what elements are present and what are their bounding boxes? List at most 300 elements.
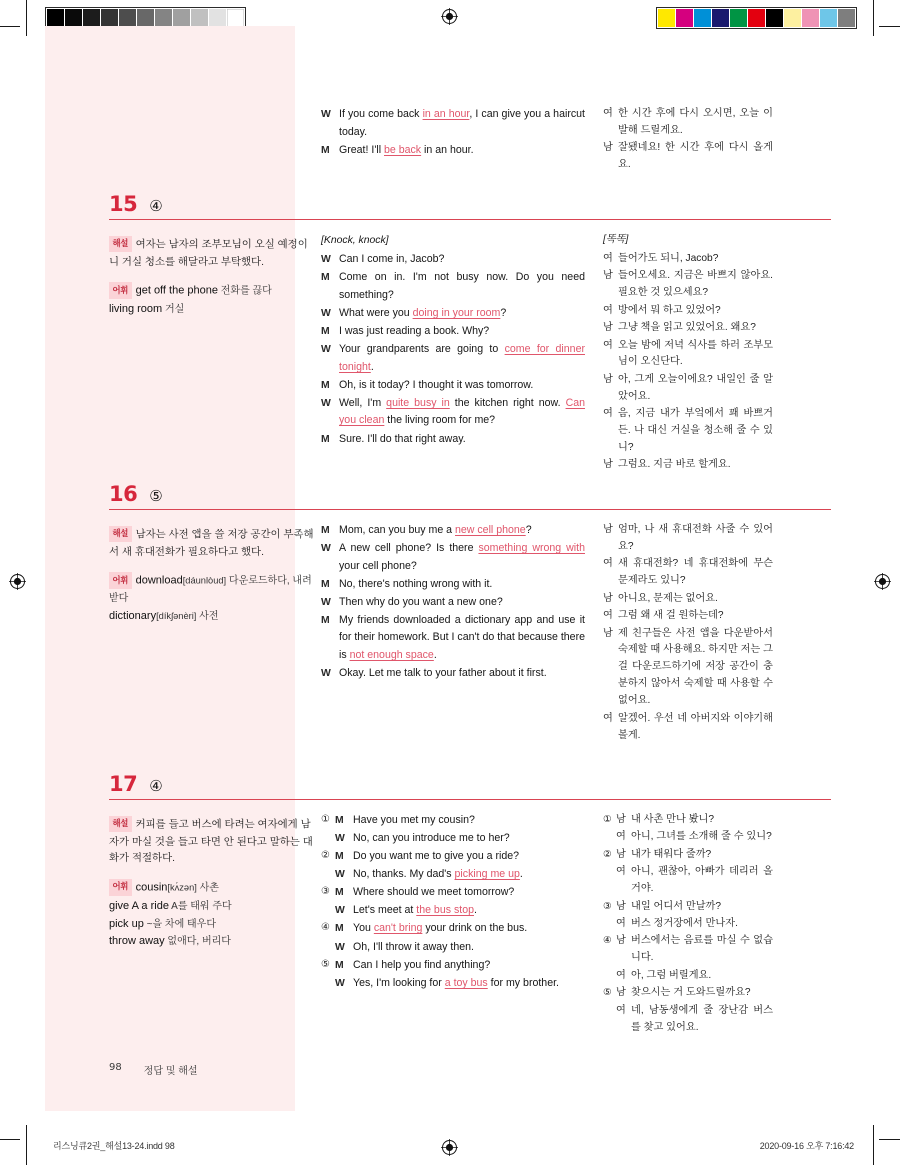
dialog-line-english: [321, 522, 585, 540]
crop-mark-top-left-h: [0, 26, 20, 27]
dialog-line-korean: [603, 711, 773, 745]
stage-direction-english: [Knock, knock]: [321, 235, 389, 246]
option-number: ②: [603, 848, 612, 860]
gray-swatch-8: [191, 9, 208, 27]
dialog-text: [339, 594, 585, 612]
print-timestamp: 2020-09-16 오후 7:16:42: [759, 1141, 854, 1151]
option-number: [321, 830, 335, 848]
color-swatch-6: [766, 9, 783, 27]
dialog-text: [339, 341, 585, 376]
dialog-line-korean: [603, 968, 773, 985]
vocabulary-meaning: 사전: [196, 610, 219, 622]
crop-mark-bottom-right-h: [879, 1139, 900, 1140]
dialog-text: [339, 612, 585, 665]
speaker-label: W: [321, 668, 331, 680]
dialog-text: [339, 522, 585, 540]
translation-text: 찾으시는 거 도와드릴까요?: [631, 987, 751, 999]
option-number: [321, 975, 335, 993]
option-number: ④: [603, 935, 612, 947]
crop-mark-top-right-h: [879, 26, 900, 27]
highlighted-phrase: doing in your room: [412, 307, 501, 319]
vocabulary-block: [109, 282, 314, 318]
gray-swatch-6: [155, 9, 172, 27]
translation-text: 새 휴대전화? 네 휴대전화에 무슨 문제라도 있니?: [618, 558, 773, 587]
speaker-label-korean: 남: [603, 592, 613, 604]
speaker-label-korean: 남: [616, 900, 626, 912]
translation-text: 알겠어. 우선 네 아버지와 이야기해 볼게.: [618, 712, 773, 741]
option-number: ④: [321, 922, 330, 934]
vocabulary-entry: [109, 898, 314, 916]
speaker-label: W: [321, 344, 331, 356]
vocabulary-entry: [109, 608, 314, 626]
dialog-line-korean: [603, 457, 773, 474]
speaker-label: W: [321, 109, 331, 120]
option-number: [603, 1003, 616, 1037]
gray-swatch-1: [65, 9, 82, 27]
registration-mark-right: [874, 573, 891, 590]
explanation-tag: 해설: [109, 236, 132, 252]
crop-mark-top-left-v: [26, 0, 27, 36]
phonetic-transcription: [kʌ́zən]: [167, 882, 197, 893]
color-swatch-5: [748, 9, 765, 27]
color-swatch-9: [820, 9, 837, 27]
speaker-label-korean: 남: [616, 814, 626, 825]
dialog-text-run: Oh, I'll throw it away then.: [353, 940, 474, 953]
carryover-dialog-english: [321, 106, 585, 160]
speaker-label: W: [321, 308, 331, 319]
highlighted-phrase: can't bring: [373, 922, 423, 935]
highlighted-phrase: be back: [384, 143, 422, 156]
script-column-korean: [603, 522, 773, 745]
dialog-text: [339, 395, 585, 430]
vocabulary-entry: [109, 572, 314, 607]
translation-text: 잘됐네요! 한 시간 후에 다시 올게요.: [618, 142, 773, 171]
option-number: ③: [321, 886, 330, 898]
vocabulary-entry: [109, 916, 314, 934]
dialog-text-run: Great! I'll: [339, 143, 384, 156]
speaker-label-korean: 여: [603, 408, 613, 420]
dialog-line-korean: [603, 140, 773, 174]
vocabulary-term: download: [135, 575, 183, 588]
gray-swatch-7: [173, 9, 190, 27]
color-swatch-3: [712, 9, 729, 27]
speaker-label-korean: 여: [616, 969, 626, 981]
gray-swatch-10: [227, 9, 244, 27]
highlighted-phrase: something wrong with: [478, 542, 585, 555]
option-number: [603, 968, 616, 985]
speaker-label: M: [321, 272, 330, 284]
question-number: 17: [109, 772, 138, 796]
dialog-line-korean: [603, 847, 773, 864]
dialog-line-korean: [603, 1003, 773, 1037]
translation-text: 그냥 책을 읽고 있었어요. 왜요?: [618, 322, 756, 334]
vocabulary-term: give A a ride: [109, 899, 169, 912]
highlighted-phrase: quite busy in: [386, 396, 450, 409]
dialog-text-run: .: [473, 904, 477, 917]
translation-text: 버스 정거장에서 만나자.: [631, 918, 738, 930]
translation-text: 아니, 그녀를 소개해 줄 수 있니?: [631, 831, 772, 843]
translation-text: 그럼요. 지금 바로 할게요.: [618, 459, 731, 471]
dialog-line-english: [321, 540, 585, 575]
dialog-text-run: the living room for me?: [384, 414, 496, 427]
dialog-text-run: Oh, is it today? I thought it was tomorrow.: [339, 378, 534, 391]
dialog-text: [339, 665, 585, 683]
dialog-text-run: your cell phone?: [339, 559, 417, 572]
dialog-line-korean: [603, 406, 773, 457]
speaker-label-korean: 남: [603, 627, 613, 639]
explanation-block: [109, 236, 314, 271]
speaker-label-korean: 여: [603, 558, 613, 570]
dialog-text-run: for my brother.: [487, 976, 559, 989]
dialog-text-run: Well, I'm: [339, 396, 387, 409]
option-number: ⑤: [603, 987, 612, 999]
dialog-text-run: ?: [500, 307, 507, 319]
highlighted-phrase: a toy bus: [444, 976, 488, 989]
speaker-label: W: [335, 977, 345, 989]
vocabulary-meaning: 전화를 끊다: [217, 286, 272, 298]
dialog-line-english: [321, 377, 585, 395]
dialog-line-korean: [603, 829, 773, 846]
vocabulary-term: dictionary: [109, 609, 157, 622]
dialog-line-english: [321, 269, 585, 304]
option-number: [603, 829, 616, 846]
gray-swatch-2: [83, 9, 100, 27]
option-number: ①: [321, 814, 330, 825]
dialog-text: [353, 812, 585, 830]
carryover-dialog-korean: [603, 106, 773, 175]
vocabulary-term: living room: [109, 302, 163, 315]
explanation-text: 여자는 남자의 조부모님이 오실 예정이니 거실 청소를 해달라고 부탁했다.: [109, 239, 308, 268]
translation-text: 방에서 뭐 하고 있었어?: [618, 304, 721, 316]
correct-answer-badge: ④: [149, 197, 163, 215]
speaker-label: M: [335, 851, 344, 863]
dialog-text-run: Let's meet at: [353, 904, 417, 917]
explanation-text: 남자는 사전 앱을 쓸 저장 공간이 부족해서 새 휴대전화가 필요하다고 했다.: [109, 529, 314, 558]
option-number: [321, 866, 335, 884]
annotation-column: [109, 236, 314, 330]
dialog-text-run: No, can you introduce me to her?: [353, 832, 510, 845]
vocabulary-tag: 어휘: [109, 879, 132, 895]
dialog-text: [339, 540, 585, 575]
gray-swatch-4: [119, 9, 136, 27]
speaker-label: W: [321, 254, 331, 266]
speaker-label: M: [321, 614, 330, 626]
dialog-text: [339, 142, 585, 160]
speaker-label-korean: 남: [603, 322, 613, 334]
dialog-line-english: [321, 848, 585, 866]
dialog-text-run: Come on in. I'm not busy now. Do you need something?: [339, 271, 585, 301]
option-number: ①: [603, 814, 612, 825]
dialog-text-run: No, thanks. My dad's: [353, 868, 455, 881]
dialog-text: [339, 431, 585, 449]
speaker-label: M: [321, 578, 330, 590]
translation-text: 네, 남동생에게 줄 장난감 버스를 찾고 있어요.: [631, 1004, 773, 1033]
dialog-text-run: Do you want me to give you a ride?: [353, 850, 520, 863]
dialog-line-english: [321, 939, 585, 957]
dialog-text: [353, 902, 585, 920]
option-number: ③: [603, 900, 612, 912]
vocabulary-tag: 어휘: [109, 282, 132, 298]
color-swatch-2: [694, 9, 711, 27]
indesign-filename-imprint: 리스닝큐2권_해설13-24.indd 98: [53, 1141, 175, 1151]
vocabulary-meaning: 사촌: [196, 882, 219, 894]
highlighted-phrase: the bus stop: [416, 904, 474, 917]
vocabulary-term: throw away: [109, 935, 165, 948]
speaker-label: M: [321, 144, 330, 156]
dialog-text-run: Your grandparents are going to: [339, 343, 505, 356]
speaker-label-korean: 여: [616, 831, 626, 843]
dialog-line-korean: [603, 303, 773, 320]
speaker-label: W: [321, 596, 331, 608]
dialog-text-run: My friends downloaded a dictionary app and use it for their homework. But I can't do that because there is: [339, 613, 585, 662]
translation-text: 아, 그게 오늘이에요? 내일인 줄 알았어요.: [618, 373, 773, 402]
option-number: [321, 939, 335, 957]
vocabulary-block: [109, 879, 314, 951]
translation-text: 버스에서는 음료를 마실 수 없습니다.: [631, 935, 773, 964]
color-swatch-1: [676, 9, 693, 27]
dialog-text-run: I was just reading a book. Why?: [339, 325, 490, 338]
highlighted-phrase: Can you clean: [339, 396, 585, 427]
speaker-label-korean: 여: [616, 866, 626, 878]
dialog-text-run: the kitchen right now.: [449, 396, 566, 409]
dialog-text: [353, 866, 585, 884]
dialog-text: [353, 830, 585, 848]
dialog-line-english: [321, 576, 585, 594]
speaker-label: M: [335, 815, 344, 826]
dialog-line-korean: [603, 522, 773, 556]
dialog-text-run: If you come back: [339, 108, 423, 120]
speaker-label-korean: 여: [616, 918, 626, 930]
dialog-text: [339, 269, 585, 304]
translation-text: 그럼 왜 새 걸 원하는데?: [618, 610, 724, 622]
translation-text: 내 사촌 만나 봤니?: [631, 814, 715, 825]
speaker-label-korean: 여: [603, 252, 613, 264]
translation-text: 아니요, 문제는 없어요.: [618, 592, 718, 604]
dialog-text: [353, 884, 585, 902]
dialog-text-run: Where should we meet tomorrow?: [353, 886, 515, 899]
highlighted-phrase: not enough space: [349, 649, 434, 662]
page-content: [45, 26, 855, 1111]
dialog-line-korean: [603, 106, 773, 140]
option-number: [321, 902, 335, 920]
dialog-line-korean: [603, 556, 773, 590]
page-label: 정답 및 해설: [143, 1066, 198, 1077]
dialog-line-korean: [603, 591, 773, 608]
vocabulary-entry: [109, 301, 314, 319]
dialog-line-korean: [603, 812, 773, 829]
dialog-line-english: [321, 142, 585, 160]
option-number: ⑤: [321, 958, 330, 970]
highlighted-phrase: in an hour: [422, 108, 470, 120]
speaker-label-korean: 여: [603, 304, 613, 316]
dialog-text-run: .: [519, 868, 523, 881]
speaker-label-korean: 남: [603, 524, 613, 535]
vocabulary-meaning: 다운로드하다, 내려 받다: [109, 576, 312, 604]
dialog-text: [339, 576, 585, 594]
stage-direction-korean: [똑똑]: [603, 234, 629, 245]
translation-text: 오늘 밤에 저녁 식사를 하러 조부모님이 오신단다.: [618, 339, 773, 368]
translation-text: 들어가도 되니, Jacob?: [618, 252, 719, 264]
speaker-label-korean: 여: [603, 339, 613, 351]
translation-text: 아, 그럼 버릴게요.: [631, 969, 712, 981]
registration-mark-bottom: [441, 1139, 458, 1156]
correct-answer-badge: ④: [149, 777, 163, 795]
dialog-line-korean: [603, 933, 773, 967]
dialog-line-korean: [603, 916, 773, 933]
dialog-text-run: Can I help you find anything?: [353, 958, 491, 971]
dialog-line-english: [321, 106, 585, 141]
dialog-text: [339, 323, 585, 341]
speaker-label: M: [321, 326, 330, 338]
speaker-label-korean: 남: [603, 373, 613, 385]
speaker-label: W: [321, 543, 331, 555]
dialog-line-english: [321, 884, 585, 902]
annotation-column: [109, 816, 314, 962]
vocabulary-term: get off the phone: [135, 285, 218, 298]
dialog-line-korean: [603, 626, 773, 711]
explanation-tag: 해설: [109, 526, 132, 542]
speaker-label-korean: 남: [603, 270, 613, 282]
crop-mark-bottom-left-v: [26, 1125, 27, 1165]
highlighted-phrase: come for dinner tonight: [339, 343, 585, 373]
page-number: 98: [109, 1062, 122, 1073]
dialog-text-run: What were you: [339, 307, 413, 319]
speaker-label-korean: 남: [616, 935, 626, 947]
color-swatch-7: [784, 9, 801, 27]
speaker-label: W: [321, 397, 331, 409]
dialog-line-korean: [603, 268, 773, 302]
dialog-line-korean: [603, 985, 773, 1002]
dialog-line-english: [321, 251, 585, 269]
dialog-text: [339, 305, 585, 323]
dialog-text-run: No, there's nothing wrong with it.: [339, 577, 493, 590]
dialog-line-english: [321, 665, 585, 683]
phonetic-transcription: [dáunlòud]: [182, 576, 227, 587]
speaker-label: W: [335, 941, 345, 953]
color-swatch-0: [658, 9, 675, 27]
annotation-column: [109, 526, 314, 637]
vocabulary-entry: [109, 933, 314, 951]
script-column-korean: [603, 232, 773, 475]
dialog-line-english: [321, 975, 585, 993]
dialog-line-korean: [603, 320, 773, 337]
dialog-text: [353, 939, 585, 957]
dialog-text: [353, 975, 585, 993]
dialog-line-english: [321, 866, 585, 884]
dialog-line-korean: [603, 899, 773, 916]
dialog-line-english: [321, 812, 585, 830]
speaker-label: M: [321, 433, 330, 445]
phonetic-transcription: [díkʃənèri]: [156, 610, 197, 621]
dialog-line-korean: [603, 864, 773, 898]
dialog-line-korean: [603, 251, 773, 268]
section-header: [109, 194, 831, 220]
dialog-text-run: .: [370, 360, 374, 373]
speaker-label: W: [335, 833, 345, 845]
translation-text: 내일 어디서 만날까?: [631, 900, 722, 912]
color-swatch-8: [802, 9, 819, 27]
vocabulary-tag: 어휘: [109, 572, 132, 588]
crop-mark-bottom-left-h: [0, 1139, 20, 1140]
speaker-label-korean: 남: [603, 142, 613, 154]
section-header: [109, 774, 831, 800]
speaker-label-korean: 남: [603, 459, 613, 471]
dialog-text-run: Yes, I'm looking for: [353, 976, 445, 989]
speaker-label: M: [335, 959, 344, 971]
page-footer: [109, 1062, 198, 1077]
dialog-text: [339, 106, 585, 141]
translation-text: 아니, 괜찮아, 아빠가 데리러 올 거야.: [631, 866, 773, 895]
translation-text: 제 친구들은 사전 앱을 다운받아서 숙제할 때 사용해요. 하지만 저는 그걸 다운로드하기에 저장 공간이 충분하지 않아서 숙제할 때 사용할 수 없어요.: [618, 627, 773, 707]
question-number: 16: [109, 482, 138, 506]
dialog-line-english: [321, 341, 585, 376]
dialog-line-english: [321, 431, 585, 449]
speaker-label: M: [335, 887, 344, 899]
speaker-label-korean: 여: [603, 610, 613, 622]
dialog-line-english: [321, 594, 585, 612]
speaker-label-korean: 남: [616, 848, 626, 860]
dialog-text-run: Sure. I'll do that right away.: [339, 432, 466, 445]
explanation-block: [109, 816, 314, 868]
registration-mark-top: [441, 8, 458, 25]
dialog-line-korean: [603, 338, 773, 372]
speaker-label: M: [321, 525, 330, 536]
dialog-text: [353, 920, 585, 938]
dialog-line-korean: [603, 608, 773, 625]
color-swatch-10: [838, 9, 855, 27]
script-column-english: [321, 522, 585, 683]
explanation-block: [109, 526, 314, 561]
explanation-tag: 해설: [109, 816, 132, 832]
dialog-text: [353, 848, 585, 866]
highlighted-phrase: picking me up: [454, 868, 520, 881]
registration-mark-left: [9, 573, 26, 590]
script-column-korean: [603, 812, 773, 1037]
vocabulary-term: cousin: [135, 881, 168, 894]
gray-swatch-0: [47, 9, 64, 27]
dialog-text-run: Can I come in, Jacob?: [339, 253, 445, 266]
translation-text: 한 시간 후에 다시 오시면, 오늘 이발해 드릴게요.: [618, 108, 773, 136]
explanation-text: 커피를 들고 버스에 타려는 여자에게 남자가 마실 것을 들고 타면 안 된다고 말하는 대화가 적절하다.: [109, 819, 313, 865]
vocabulary-meaning: A를 태워 주다: [168, 900, 232, 912]
dialog-line-english: [321, 323, 585, 341]
speaker-label: M: [335, 923, 344, 935]
vocabulary-meaning: ~을 차에 태우다: [143, 918, 216, 930]
vocabulary-entry: [109, 282, 314, 301]
option-number: [603, 916, 616, 933]
gray-swatch-9: [209, 9, 226, 27]
dialog-text-run: Okay. Let me talk to your father about it first.: [339, 667, 547, 680]
dialog-line-english: [321, 920, 585, 938]
vocabulary-meaning: 거실: [162, 303, 185, 315]
section-header: [109, 484, 831, 510]
dialog-text-run: Have you met my cousin?: [353, 814, 475, 826]
dialog-text-run: , I can give you a haircut today.: [339, 108, 585, 138]
dialog-line-korean: [603, 372, 773, 406]
speaker-label-korean: 여: [616, 1004, 626, 1016]
speaker-label: W: [335, 905, 345, 917]
dialog-text: [353, 957, 585, 975]
gray-swatch-3: [101, 9, 118, 27]
dialog-text-run: ?: [525, 524, 532, 536]
crop-mark-top-right-v: [873, 0, 874, 36]
dialog-line-english: [321, 957, 585, 975]
speaker-label: W: [335, 869, 345, 881]
dialog-text: [339, 377, 585, 395]
dialog-text-run: Then why do you want a new one?: [339, 595, 503, 608]
dialog-text-run: .: [433, 649, 437, 662]
dialog-text-run: in an hour.: [421, 143, 474, 156]
